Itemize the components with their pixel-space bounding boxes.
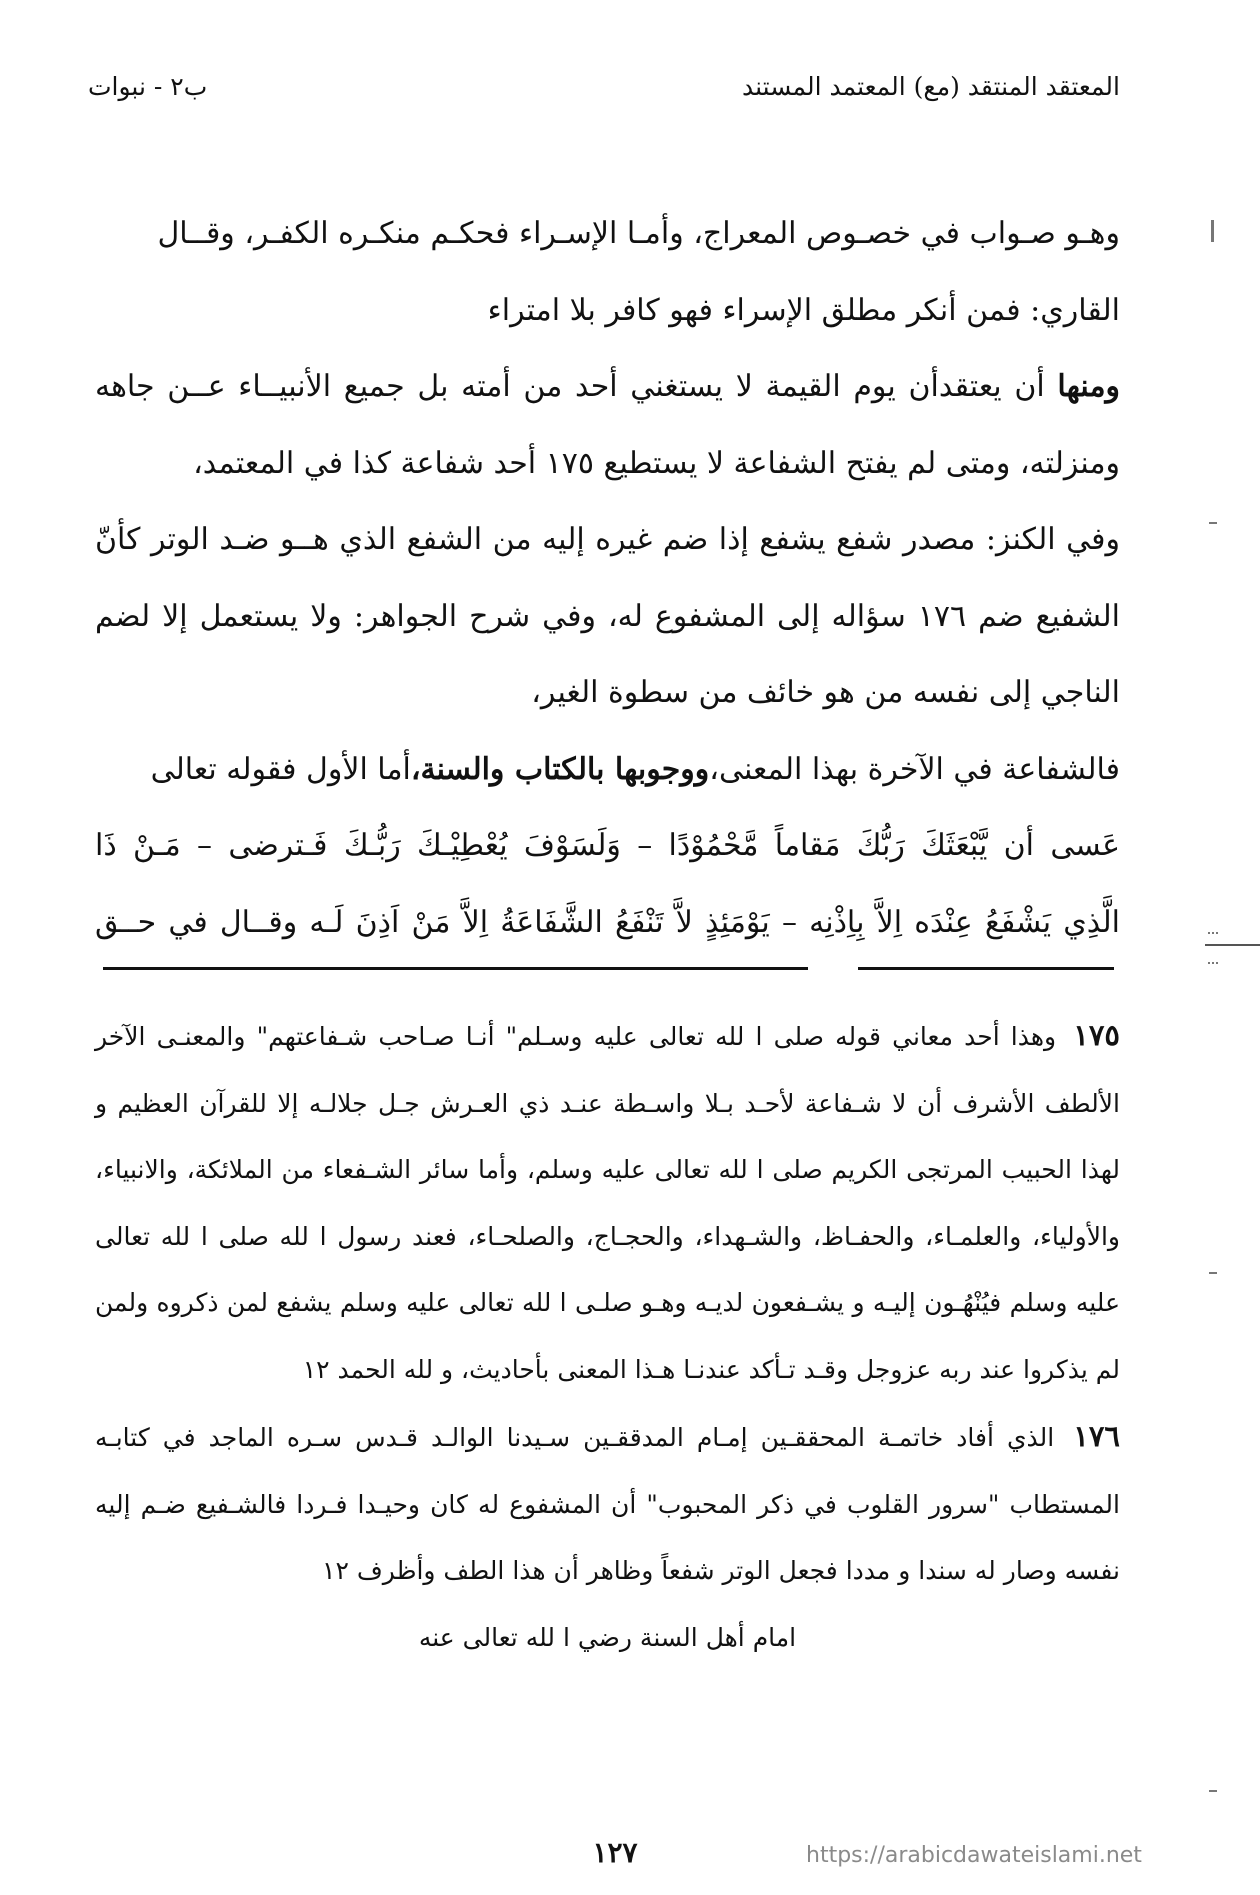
footnote-signature: امام أهل السنة رضي ا لله تعالى عنه bbox=[418, 1622, 797, 1652]
paragraph-4 bbox=[95, 732, 1120, 809]
quran-line-1: عَسى أن يَّبْعَثَكَ رَبُّكَ مَقاماً مَّحْمُوْدًا – وَلَسَوْفَ يُعْطِيْـكَ رَبُّـكَ فَـترضى – مَـنْ ذَا bbox=[95, 828, 1120, 863]
p1-line-2: القاري: فمن أنكر مطلق الإسراء فهو كافر بلا امتراء bbox=[487, 292, 1120, 328]
p2-lead: ومنها bbox=[1057, 369, 1120, 404]
margin-mark bbox=[1209, 1272, 1217, 1274]
page-number: ١٢٧ bbox=[592, 1836, 638, 1869]
p4-text-a: فالشفاعة في الآخرة بهذا المعنى، bbox=[709, 751, 1120, 787]
margin-mark bbox=[1209, 522, 1217, 524]
main-text bbox=[95, 196, 1120, 961]
paragraph-2 bbox=[95, 349, 1120, 502]
footnote-number: ١٧٦ bbox=[1073, 1419, 1120, 1453]
footnote-text: الذي أفاد خاتمـة المحققـين إمـام المدققـين سـيدنا الوالـد قـدس سـره الماجد في كتابـه المستطاب "سرور القلوب في ذكر المحبوب" أن المشفوع له كان وحيـدا فـردا فالشـفيع ضـم إليه نفسه وصار له سندا و مددا فجعل الوتر شفعاً وظاهر أن هذا الطف وأظرف ١٢ bbox=[95, 1423, 1120, 1585]
book-title: المعتقد المنتقد (مع) المعتمد المستند bbox=[742, 72, 1120, 101]
margin-mark bbox=[1208, 932, 1218, 964]
footnote-175 bbox=[95, 1002, 1120, 1403]
p3-text: وفي الكنز: مصدر شفع يشفع إذا ضم غيره إليه من الشفع الذي هــو ضـد الوتر كأنّ الشفيع ضم ١٧٦ سؤاله إلى المشفوع له، وفي شرح الجواهر: ولا يستعمل إلا لضم الناجي إلى نفسه من هو خائف من سطوة الغير، bbox=[95, 522, 1121, 710]
quran-line-2: الَّذِي يَشْفَعُ عِنْدَه اِلاَّ بِاِذْنِه – يَوْمَئِذٍ لاَّ تَنْفَعُ الشَّفَاعَةُ اِلاَّ مَنْ اَذِنَ لَـه وقــال في حــق bbox=[95, 904, 1120, 940]
footnote-separator-short bbox=[858, 967, 1114, 970]
margin-mark bbox=[1209, 1790, 1217, 1792]
footnote-number: ١٧٥ bbox=[1073, 1018, 1120, 1052]
watermark-url: https://arabicdawateislami.net bbox=[806, 1843, 1142, 1868]
volume-label: ب٢ - نبوات bbox=[88, 72, 208, 101]
footnote-176 bbox=[95, 1403, 1120, 1605]
footnote-text: وهذا أحد معاني قوله صلى ا لله تعالى عليه وسـلم" أنـا صـاحب شـفاعتهم" والمعنـى الآخر الألطف الأشرف أن لا شـفاعة لأحـد بـلا واسـطة عنـد ذي العـرش جـل جلالـه إلا للقرآن العظيم و لهذا الحبيب المرتجى الكريم صلى ا لله تعالى عليه وسلم، وأما سائر الشـفعاء من الملائكة، والانبياء، والأولياء، والعلمـاء، والحفـاظ، والشـهداء، والحجـاج، والصلحـاء، فعند رسول ا لله صلى ا لله تعالى عليه وسلم فيُنْهُـون إليـه و يشـفعون لديـه وهـو صلـى ا لله تعالى عليه وسلم يشفع لمن ذكروه ولمن لم يذكروا عند ربه عزوجل وقـد تـأكد عندنـا هـذا المعنى بأحاديث، و لله الحمد ١٢ bbox=[95, 1022, 1120, 1384]
footnotes bbox=[95, 1002, 1120, 1671]
paragraph-3 bbox=[95, 502, 1120, 732]
p2-text: أن يعتقدأن يوم القيمة لا يستغني أحد من أمته بل جميع الأنبيــاء عــن جاهه ومنزلته، ومتى لم يفتح الشفاعة لا يستطيع ١٧٥ أحد شفاعة كذا في المعتمد، bbox=[95, 369, 1120, 481]
p4-text-b: أما الأول فقوله تعالى bbox=[150, 751, 411, 787]
p1-line-1: وهـو صـواب في خصـوص المعراج، وأمـا الإسـراء فحكـم منكـره الكفـر، وقــال bbox=[157, 216, 1120, 251]
paragraph-1 bbox=[95, 196, 1120, 349]
p4-bold: ووجوبها بالكتاب والسنة، bbox=[410, 751, 710, 787]
margin-mark bbox=[1211, 220, 1214, 242]
footnote-separator-long bbox=[103, 967, 808, 970]
page-header bbox=[88, 62, 1120, 122]
